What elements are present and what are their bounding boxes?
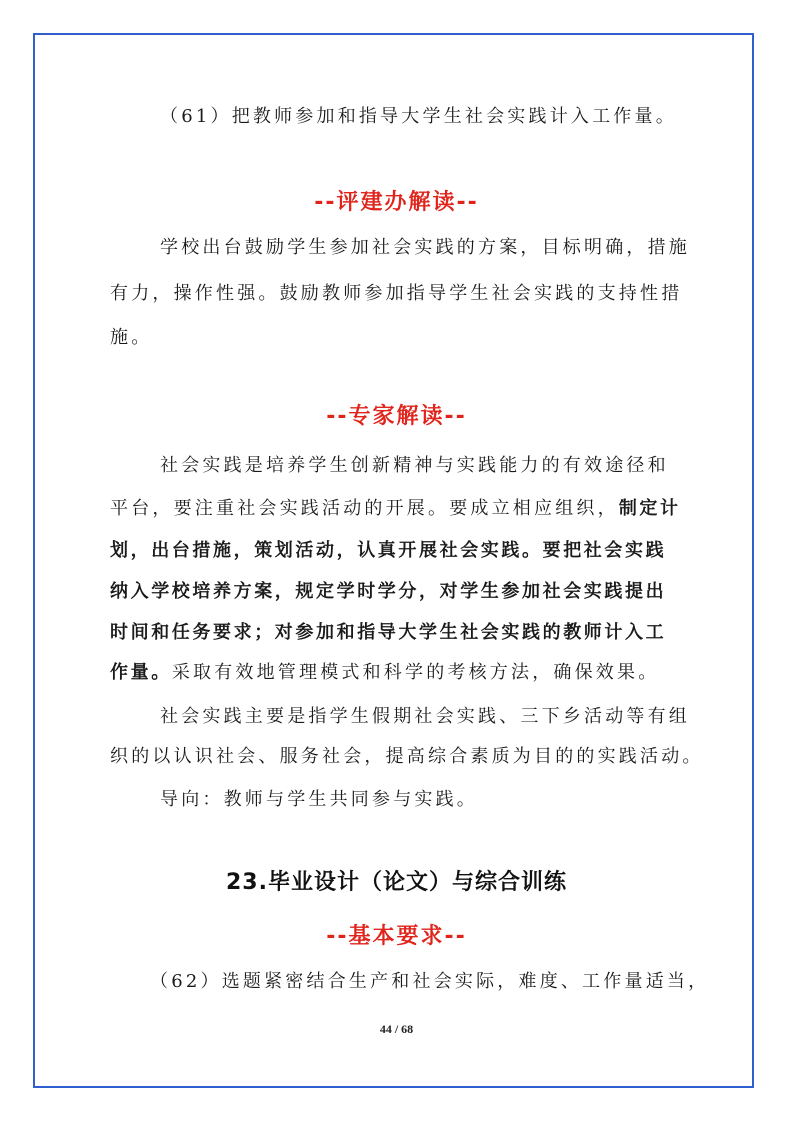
section-title: 23.毕业设计（论文）与综合训练 xyxy=(226,870,567,895)
para3-line1: 社会实践主要是指学生假期社会实践、三下乡活动等有组 xyxy=(160,706,690,727)
para2-line2 xyxy=(110,495,680,523)
para1-line3: 施。 xyxy=(110,327,153,348)
item-62: （62）选题紧密结合生产和社会实际，难度、工作量适当， xyxy=(150,971,710,992)
item-61: （61）把教师参加和指导大学生社会实践计入工作量。 xyxy=(160,106,677,127)
para2-line5: 时间和任务要求；对参加和指导大学生社会实践的教师计入工 xyxy=(110,622,667,643)
heading-expert: --专家解读-- xyxy=(326,404,467,429)
heading-evaluation-office: --评建办解读-- xyxy=(314,190,479,215)
heading-basic-requirements: --基本要求-- xyxy=(326,924,467,949)
para3-line2: 织的以认识社会、服务社会，提高综合素质为目的的实践活动。 xyxy=(110,746,704,767)
page-number: 44 / 68 xyxy=(379,1022,414,1036)
para2-line3: 划，出台措施，策划活动，认真开展社会实践。要把社会实践 xyxy=(110,540,667,561)
para1-line2: 有力，操作性强。鼓励教师参加指导学生社会实践的支持性措 xyxy=(110,283,683,304)
para2-line2-bold: 制定计 xyxy=(618,498,681,519)
para2-line6 xyxy=(110,659,680,687)
para2-line4: 纳入学校培养方案，规定学时学分，对学生参加社会实践提出 xyxy=(110,581,667,602)
guide-line: 导向：教师与学生共同参与实践。 xyxy=(160,789,478,810)
para2-line1: 社会实践是培养学生创新精神与实践能力的有效途径和 xyxy=(160,455,669,476)
para2-line6-normal: 采取有效地管理模式和科学的考核方法，确保效果。 xyxy=(171,662,660,683)
para2-line2-normal: 平台，要注重社会实践活动的开展。要成立相应组织， xyxy=(110,498,619,519)
para2-line6-bold: 作量。 xyxy=(110,662,172,683)
para1-line1: 学校出台鼓励学生参加社会实践的方案，目标明确，措施 xyxy=(160,237,690,258)
